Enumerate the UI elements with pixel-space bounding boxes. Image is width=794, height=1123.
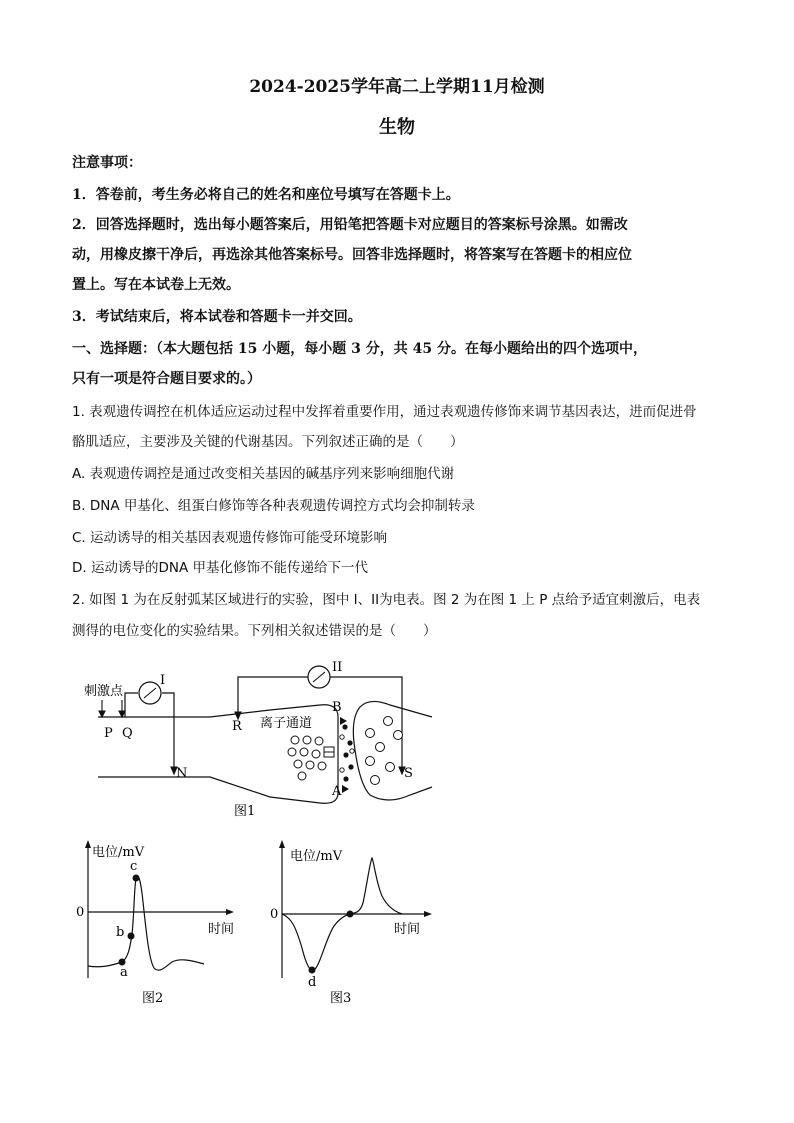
fig2-label-c: c bbox=[130, 859, 138, 874]
fig1-caption: 图1 bbox=[234, 804, 256, 819]
postsynaptic-cell-outline bbox=[353, 701, 432, 800]
fig3-caption: 图3 bbox=[330, 991, 352, 1006]
notice-item-2-line-1: 2．回答选择题时，选出每小题答案后，用铅笔把答题卡对应题目的答案标号涂黑。如需改 bbox=[72, 217, 628, 233]
fig1-label-n: N bbox=[176, 766, 188, 781]
figure-2-chart bbox=[70, 838, 250, 1010]
fig2-point-c bbox=[133, 875, 140, 882]
fig1-label-q: Q bbox=[122, 726, 133, 741]
fig1-label-s: S bbox=[404, 766, 413, 781]
fig2-label-a: a bbox=[120, 965, 128, 980]
fig2-label-b: b bbox=[116, 925, 125, 940]
fig3-point-d bbox=[309, 967, 316, 974]
figure-1-diagram bbox=[70, 655, 450, 825]
notice-item-3: 3．考试结束后，将本试卷和答题卡一并交回。 bbox=[72, 309, 362, 325]
fig1-channel-label: 离子通道 bbox=[260, 716, 313, 731]
section-heading-line-2: 只有一项是符合题目要求的。） bbox=[72, 371, 261, 387]
section-heading-line-1: 一、选择题：（本大题包括 15 小题，每小题 3 分，共 45 分。在每小题给出的四个选项中， bbox=[72, 341, 647, 357]
fig2-curve bbox=[88, 876, 204, 970]
figure-3-chart bbox=[268, 838, 448, 1010]
fig1-label-a: A bbox=[332, 784, 342, 799]
q1-option-d: D. 运动诱导的DNA 甲基化修饰不能传递给下一代 bbox=[72, 560, 368, 576]
fig1-label-p: P bbox=[104, 726, 113, 741]
q2-stem-line-2: 测得的电位变化的实验结果。下列相关叙述错误的是（ ） bbox=[72, 623, 437, 639]
fig2-xlabel: 时间 bbox=[208, 922, 235, 937]
fig3-zero: 0 bbox=[270, 907, 279, 922]
notice-item-2-line-2: 动，用橡皮擦干净后，再选涂其他答案标号。回答非选择题时，将答案写在答题卡的相应位 bbox=[72, 247, 632, 263]
fig1-meter2-label: II bbox=[332, 660, 343, 675]
fig3-ylabel: 电位/mV bbox=[290, 849, 343, 864]
subject-title: 生物 bbox=[379, 117, 415, 138]
fig2-zero: 0 bbox=[76, 905, 85, 920]
fig2-point-b bbox=[128, 933, 135, 940]
q1-option-a: A. 表观遗传调控是通过改变相关基因的碱基序列来影响细胞代谢 bbox=[72, 466, 455, 482]
notice-item-2-line-3: 置上。写在本试卷上无效。 bbox=[72, 277, 240, 293]
fig1-label-r: R bbox=[232, 719, 242, 734]
fig2-caption: 图2 bbox=[142, 991, 164, 1006]
fig2-ylabel: 电位/mV bbox=[92, 845, 145, 860]
fig1-stim-label: 刺激点 bbox=[84, 684, 124, 699]
q1-option-b: B. DNA 甲基化、组蛋白修饰等各种表观遗传调控方式均会抑制转录 bbox=[72, 498, 475, 514]
q1-stem-line-2: 骼肌适应，主要涉及关键的代谢基因。下列叙述正确的是（ ） bbox=[72, 434, 464, 450]
notice-heading: 注意事项： bbox=[72, 155, 142, 171]
q2-stem-line-1: 2. 如图 1 为在反射弧某区域进行的实验，图中 I、II为电表。图 2 为在图 1 上 P 点给予适宜刺激后，电表 bbox=[72, 592, 701, 608]
fig3-xlabel: 时间 bbox=[394, 922, 421, 937]
q1-stem-line-1: 1. 表观遗传调控在机体适应运动过程中发挥着重要作用，通过表观遗传修饰来调节基因表达，进而促进骨 bbox=[72, 404, 697, 420]
notice-item-1: 1．答卷前，考生务必将自己的姓名和座位号填写在答题卡上。 bbox=[72, 187, 460, 203]
fig3-point-zero bbox=[347, 911, 354, 918]
q1-option-c: C. 运动诱导的相关基因表观遗传修饰可能受环境影响 bbox=[72, 530, 388, 546]
exam-title: 2024-2025学年高二上学期11月检测 bbox=[249, 77, 545, 97]
fig1-label-b: B bbox=[332, 700, 342, 715]
fig3-label-d: d bbox=[308, 975, 317, 990]
fig1-meter1-label: I bbox=[160, 673, 166, 688]
